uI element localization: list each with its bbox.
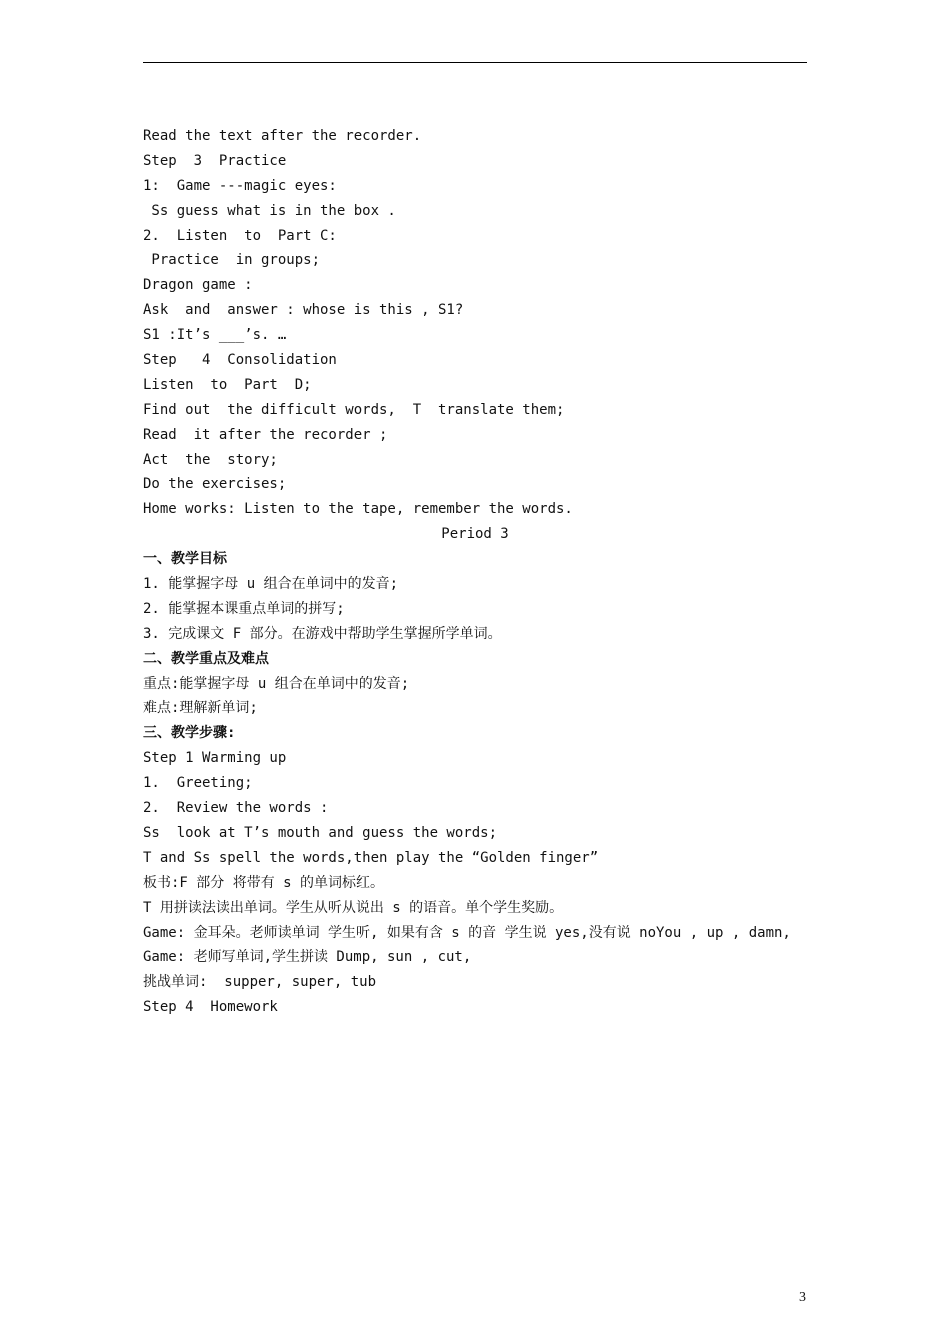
section-title: Period 3: [441, 526, 509, 543]
text-line: 1. 能掌握字母 u 组合在单词中的发音;: [143, 576, 399, 593]
text-line: Read it after the recorder ;: [143, 426, 388, 443]
section-heading: 三、教学步骤:: [143, 725, 236, 742]
text-line: 2. Listen to Part C:: [143, 227, 337, 244]
text-line: Game: 金耳朵。老师读单词 学生听, 如果有含 s 的音 学生说 yes,没有说 noYou , up , damn,: [143, 924, 791, 941]
text-line: Step 4 Consolidation: [143, 352, 337, 369]
text-line: Ask and answer : whose is this , S1?: [143, 302, 464, 319]
text-line: 1: Game ---magic eyes:: [143, 177, 337, 194]
text-line: Do the exercises;: [143, 476, 287, 493]
text-line: 重点:能掌握字母 u 组合在单词中的发音;: [143, 675, 410, 692]
text-line: 2. Review the words :: [143, 800, 329, 817]
text-line: 1. Greeting;: [143, 775, 253, 792]
text-line: Home works: Listen to the tape, remember the words.: [143, 501, 573, 518]
page-number: 3: [799, 1290, 806, 1305]
text-line: Step 3 Practice: [143, 152, 287, 169]
text-line: Step 4 Homework: [143, 999, 278, 1016]
section-heading: 二、教学重点及难点: [143, 650, 269, 667]
text-line: 板书:F 部分 将带有 s 的单词标红。: [143, 874, 385, 891]
text-line: 挑战单词: supper, super, tub: [143, 974, 377, 991]
text-line: Step 1 Warming up: [143, 750, 287, 767]
text-line: Game: 老师写单词,学生拼读 Dump, sun , cut,: [143, 949, 472, 966]
text-line: Dragon game :: [143, 277, 253, 294]
text-line: 3. 完成课文 F 部分。在游戏中帮助学生掌握所学单词。: [143, 625, 502, 642]
text-line: Practice in groups;: [143, 252, 321, 269]
header-rule: [143, 62, 807, 63]
text-line: Ss look at T’s mouth and guess the words;: [143, 824, 498, 841]
section-heading: 一、教学目标: [143, 551, 227, 568]
text-line: T and Ss spell the words,then play the “Golden finger”: [143, 849, 599, 866]
text-line: 2. 能掌握本课重点单词的拼写;: [143, 600, 345, 617]
text-line: Read the text after the recorder.: [143, 128, 422, 144]
text-line: Ss guess what is in the box .: [143, 202, 396, 219]
text-line: 难点:理解新单词;: [143, 700, 258, 717]
document-body: [143, 124, 807, 1020]
text-line: S1 :It’s ___’s. …: [143, 327, 287, 344]
text-line: Listen to Part D;: [143, 376, 312, 393]
text-line: T 用拼读法读出单词。学生从听从说出 s 的语音。单个学生奖励。: [143, 899, 564, 916]
text-line: Find out the difficult words, T translate them;: [143, 401, 565, 418]
text-line: Act the story;: [143, 451, 278, 468]
